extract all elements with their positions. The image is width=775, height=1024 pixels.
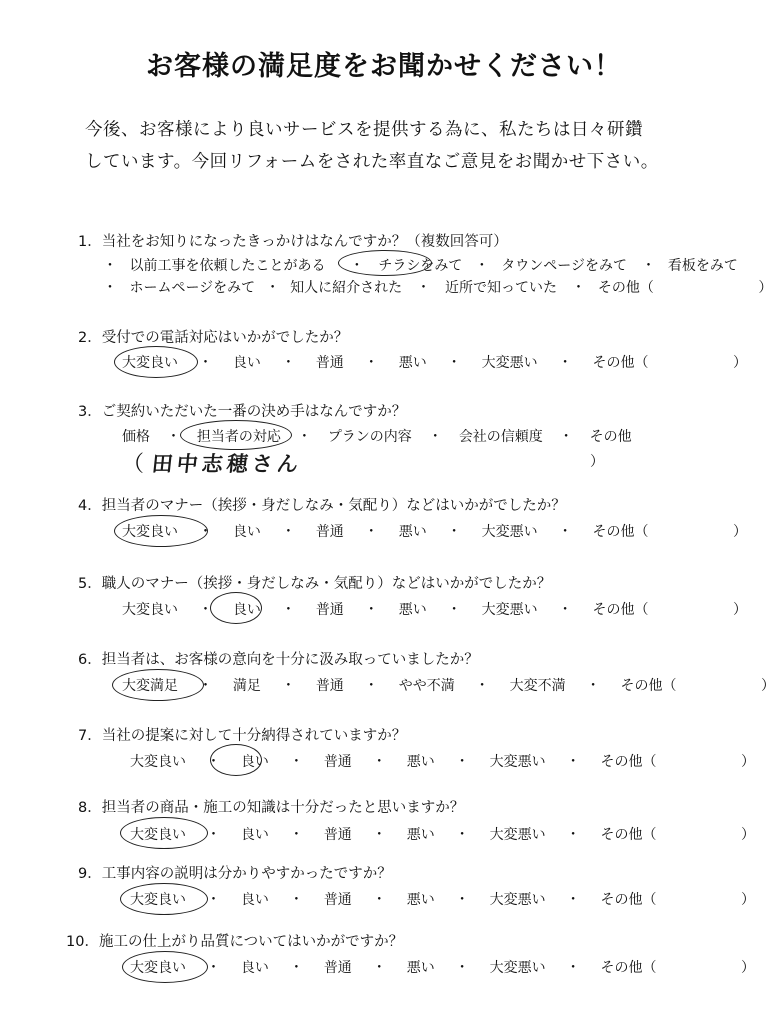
q2-option-very-bad[interactable]: 大変悪い <box>481 355 538 371</box>
sep: ・ <box>166 429 181 445</box>
bullet: ・ <box>265 280 280 296</box>
sep: ・ <box>289 892 304 908</box>
q9-options <box>130 889 755 909</box>
q2-option-other[interactable]: その他（ <box>592 355 649 371</box>
q6-option-other[interactable]: その他（ <box>620 678 677 694</box>
q2-option-normal[interactable]: 普通 <box>315 355 344 371</box>
q9-option-normal[interactable]: 普通 <box>323 892 352 908</box>
q10-option-good[interactable]: 良い <box>240 960 269 976</box>
question-4: 4．担当者のマナー（挨拶・身だしなみ・気配り）などはいかがでしたか？ <box>78 498 566 514</box>
q4-option-normal[interactable]: 普通 <box>315 524 344 540</box>
sep: ・ <box>364 355 379 371</box>
q6-option-very-dissatisfied[interactable]: 大変不満 <box>509 678 566 694</box>
sep: ・ <box>206 960 221 976</box>
q9-option-bad[interactable]: 悪い <box>406 892 435 908</box>
sep: ・ <box>206 892 221 908</box>
question-10: 10．施工の仕上がり品質についてはいかがですか？ <box>66 934 404 950</box>
sep: ・ <box>281 524 296 540</box>
q1-option-signboard[interactable]: 看板をみて <box>667 258 738 274</box>
q5-option-other[interactable]: その他（ <box>592 602 649 618</box>
q8-option-normal[interactable]: 普通 <box>323 827 352 843</box>
handwritten-staff-name: 田中志穂さん <box>150 451 304 476</box>
close-paren: ） <box>740 892 755 908</box>
question-3: 3．ご契約いただいた一番の決め手はなんですか？ <box>78 404 407 420</box>
sep: ・ <box>455 960 470 976</box>
sep: ・ <box>198 355 213 371</box>
selection-circle <box>210 592 262 624</box>
selection-circle <box>114 346 198 378</box>
q8-option-good[interactable]: 良い <box>240 827 269 843</box>
sep: ・ <box>559 429 574 445</box>
sep: ・ <box>281 355 296 371</box>
sep: ・ <box>289 754 304 770</box>
q1-option-townpage[interactable]: タウンページをみて <box>501 258 627 274</box>
q8-option-very-bad[interactable]: 大変悪い <box>489 827 546 843</box>
q2-options <box>122 352 747 372</box>
q10-option-bad[interactable]: 悪い <box>406 960 435 976</box>
q7-option-good[interactable]: 良い <box>240 754 269 770</box>
q6-option-satisfied[interactable]: 満足 <box>232 678 261 694</box>
q1-options-line-2 <box>103 277 772 297</box>
selection-circle <box>112 669 204 701</box>
sep: ・ <box>206 754 221 770</box>
sep: ・ <box>586 678 601 694</box>
q10-options <box>130 957 755 977</box>
q3-option-staff-response[interactable]: 担当者の対応 <box>196 429 281 445</box>
sep: ・ <box>281 602 296 618</box>
sep: ・ <box>372 754 387 770</box>
q9-option-other[interactable]: その他（ <box>600 892 657 908</box>
intro-line-1: 今後、お客様により良いサービスを提供する為に、私たちは日々研鑽 <box>85 120 643 140</box>
bullet: ・ <box>103 258 117 274</box>
sep: ・ <box>455 892 470 908</box>
open-paren: （ <box>122 452 145 477</box>
question-6: 6．担当者は、お客様の意向を十分に汲み取っていましたか？ <box>78 652 479 668</box>
selection-circle <box>180 420 292 450</box>
q1-option-previous-work[interactable]: 以前工事を依頼したことがある <box>129 258 326 274</box>
selection-circle <box>338 250 432 276</box>
sep: ・ <box>372 827 387 843</box>
q10-option-very-bad[interactable]: 大変悪い <box>489 960 546 976</box>
bullet: ・ <box>349 258 364 274</box>
q5-option-bad[interactable]: 悪い <box>398 602 427 618</box>
sep: ・ <box>198 678 213 694</box>
sep: ・ <box>455 754 470 770</box>
selection-circle <box>114 515 208 547</box>
sep: ・ <box>428 429 443 445</box>
sep: ・ <box>372 892 387 908</box>
sep: ・ <box>289 827 304 843</box>
sep: ・ <box>558 524 573 540</box>
q6-option-normal[interactable]: 普通 <box>315 678 344 694</box>
close-paren: ） <box>732 524 747 540</box>
q4-option-very-bad[interactable]: 大変悪い <box>481 524 538 540</box>
question-9: 9．工事内容の説明は分かりやすかったですか？ <box>78 866 392 882</box>
q4-options <box>122 521 747 541</box>
q9-option-very-bad[interactable]: 大変悪い <box>489 892 546 908</box>
sep: ・ <box>566 827 581 843</box>
bullet: ・ <box>641 258 656 274</box>
sep: ・ <box>447 355 462 371</box>
q1-option-referral[interactable]: 知人に紹介された <box>290 280 403 296</box>
question-5: 5．職人のマナー（挨拶・身だしなみ・気配り）などはいかがでしたか？ <box>78 576 552 592</box>
sep: ・ <box>372 960 387 976</box>
q5-option-normal[interactable]: 普通 <box>315 602 344 618</box>
q3-option-plan[interactable]: プランの内容 <box>327 429 412 445</box>
q6-option-very-satisfied[interactable]: 大変満足 <box>122 678 178 694</box>
sep: ・ <box>198 524 213 540</box>
q6-options <box>122 675 775 695</box>
q4-option-other[interactable]: その他（ <box>592 524 649 540</box>
q1-option-homepage[interactable]: ホームページをみて <box>129 280 256 296</box>
q4-option-bad[interactable]: 悪い <box>398 524 427 540</box>
q2-option-bad[interactable]: 悪い <box>398 355 427 371</box>
bullet: ・ <box>571 280 586 296</box>
q7-option-other[interactable]: その他（ <box>600 754 657 770</box>
page-title: お客様の満足度をお聞かせください！ <box>146 51 622 82</box>
sep: ・ <box>364 678 379 694</box>
selection-circle <box>210 744 262 776</box>
sep: ・ <box>558 602 573 618</box>
sep: ・ <box>364 524 379 540</box>
selection-circle <box>122 951 208 983</box>
q4-option-very-good[interactable]: 大変良い <box>122 524 178 540</box>
question-7: 7．当社の提案に対して十分納得されていますか？ <box>78 728 407 744</box>
sep: ・ <box>558 355 573 371</box>
selection-circle <box>120 883 208 915</box>
sep: ・ <box>566 754 581 770</box>
q1-option-other[interactable]: その他（ <box>597 280 654 296</box>
sep: ・ <box>206 827 221 843</box>
q4-option-good[interactable]: 良い <box>232 524 261 540</box>
sep: ・ <box>364 602 379 618</box>
q3-option-other[interactable]: その他 <box>589 429 632 445</box>
q7-option-bad[interactable]: 悪い <box>406 754 435 770</box>
q6-option-somewhat-dissatisfied[interactable]: やや不満 <box>398 678 455 694</box>
q5-option-good[interactable]: 良い <box>232 602 261 618</box>
sep: ・ <box>198 602 213 618</box>
q2-option-good[interactable]: 良い <box>232 355 261 371</box>
close-paren: ） <box>740 960 755 976</box>
q5-option-very-bad[interactable]: 大変悪い <box>481 602 538 618</box>
close-paren: ） <box>732 355 747 371</box>
sep: ・ <box>566 960 581 976</box>
sep: ・ <box>289 960 304 976</box>
q7-option-very-bad[interactable]: 大変悪い <box>489 754 546 770</box>
bullet: ・ <box>474 258 489 274</box>
close-paren: ） <box>740 754 755 770</box>
q3-option-price[interactable]: 価格 <box>122 429 150 445</box>
q10-option-normal[interactable]: 普通 <box>323 960 352 976</box>
q8-option-other[interactable]: その他（ <box>600 827 657 843</box>
q9-option-very-good[interactable]: 大変良い <box>130 892 186 908</box>
q1-option-nearby[interactable]: 近所で知っていた <box>445 280 557 296</box>
q7-option-very-good[interactable]: 大変良い <box>130 754 186 770</box>
q10-option-other[interactable]: その他（ <box>600 960 657 976</box>
q7-option-normal[interactable]: 普通 <box>323 754 352 770</box>
q9-option-good[interactable]: 良い <box>240 892 269 908</box>
close-paren: ） <box>758 280 773 296</box>
selection-circle <box>120 817 208 849</box>
bullet: ・ <box>416 280 431 296</box>
q8-option-very-good[interactable]: 大変良い <box>130 827 186 843</box>
q10-option-very-good[interactable]: 大変良い <box>130 960 186 976</box>
sep: ・ <box>281 678 296 694</box>
q2-option-very-good[interactable]: 大変良い <box>122 355 178 371</box>
close-paren: ） <box>760 678 775 694</box>
sep: ・ <box>475 678 490 694</box>
intro-line-2: しています。今回リフォームをされた率直なご意見をお聞かせ下さい。 <box>85 152 659 172</box>
q8-option-bad[interactable]: 悪い <box>406 827 435 843</box>
q8-options <box>130 824 755 844</box>
sep: ・ <box>297 429 312 445</box>
q5-option-very-good[interactable]: 大変良い <box>122 602 178 618</box>
sep: ・ <box>566 892 581 908</box>
sep: ・ <box>447 524 462 540</box>
close-paren: ） <box>732 602 747 618</box>
close-paren: ） <box>590 454 604 470</box>
question-1: 1．当社をお知りになったきっかけはなんですか？（複数回答可） <box>78 234 508 250</box>
q3-option-trust[interactable]: 会社の信頼度 <box>458 429 543 445</box>
q1-option-flyer[interactable]: チラシをみて <box>378 258 463 274</box>
close-paren: ） <box>740 827 755 843</box>
question-2: 2．受付での電話対応はいかがでしたか？ <box>78 330 349 346</box>
bullet: ・ <box>103 280 117 296</box>
sep: ・ <box>455 827 470 843</box>
sep: ・ <box>447 602 462 618</box>
question-8: 8．担当者の商品・施工の知識は十分だったと思いますか？ <box>78 800 465 816</box>
